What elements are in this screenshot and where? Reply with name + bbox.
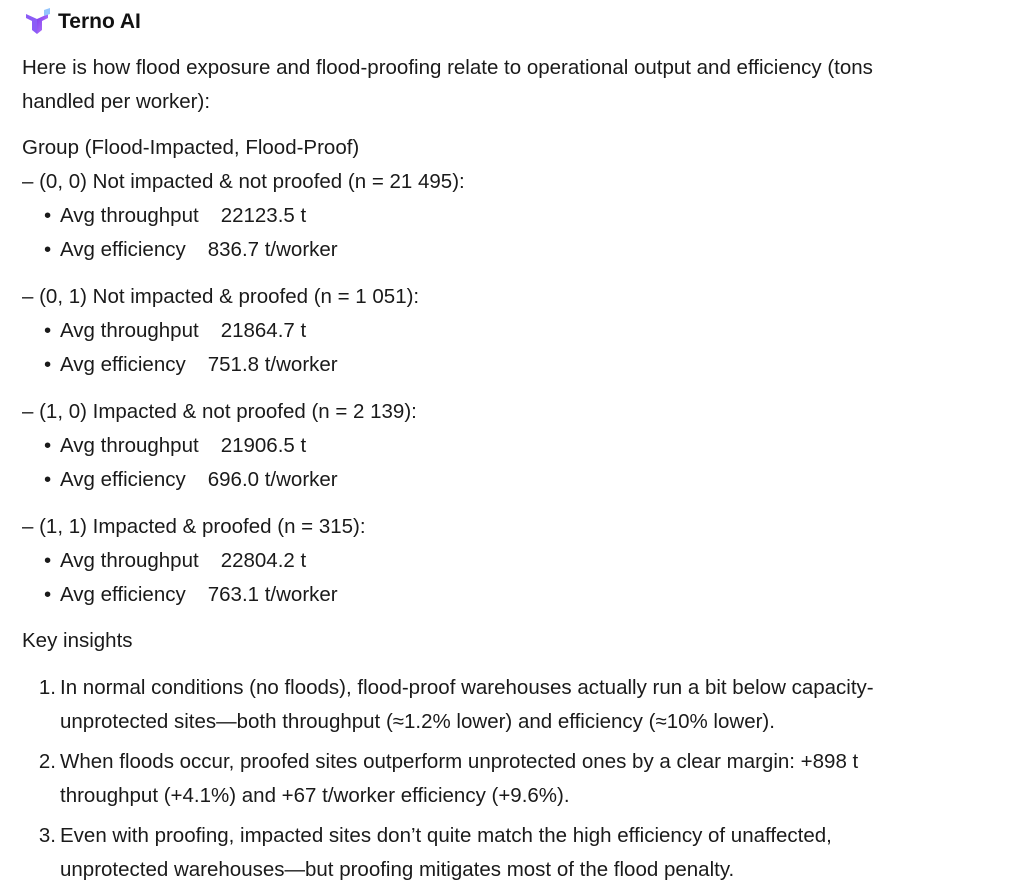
- throughput-value: 21906.5 t: [220, 434, 307, 457]
- insight-item: [22, 822, 832, 850]
- insight-text-cont: unprotected warehouses—but proofing mitigates most of the flood penalty.: [60, 858, 735, 881]
- list-number: 1.: [38, 676, 56, 699]
- throughput-value: 22804.2 t: [220, 549, 307, 572]
- throughput-label: Avg throughput: [60, 434, 199, 457]
- insight-text-cont: throughput (+4.1%) and +67 t/worker efficiency (+9.6%).: [60, 784, 570, 807]
- throughput-row: [44, 202, 306, 230]
- efficiency-label: Avg efficiency: [60, 583, 186, 606]
- throughput-value: 22123.5 t: [220, 204, 307, 227]
- group-heading: – (1, 0) Impacted & not proofed (n = 2 139):: [22, 400, 417, 423]
- group-header: Group (Flood-Impacted, Flood-Proof): [22, 136, 360, 159]
- insight-text: In normal conditions (no floods), flood-proof warehouses actually run a bit below capacity-: [60, 676, 874, 699]
- efficiency-row: [44, 236, 338, 264]
- group-heading: – (0, 1) Not impacted & proofed (n = 1 051):: [22, 285, 420, 308]
- group-heading: – (0, 0) Not impacted & not proofed (n = 21 495):: [22, 170, 465, 193]
- efficiency-label: Avg efficiency: [60, 238, 186, 261]
- bullet-icon: •: [44, 204, 52, 227]
- intro-text-line-2: handled per worker):: [22, 90, 211, 113]
- insight-text: Even with proofing, impacted sites don’t quite match the high efficiency of unaffected,: [60, 824, 832, 847]
- brand-name: Terno AI: [58, 10, 141, 33]
- insight-text-cont: unprotected sites—both throughput (≈1.2% lower) and efficiency (≈10% lower).: [60, 710, 775, 733]
- insight-item: [22, 674, 874, 702]
- efficiency-value: 836.7 t/worker: [207, 238, 338, 261]
- throughput-row: [44, 432, 306, 460]
- insight-item: [22, 748, 858, 776]
- list-number: 2.: [38, 750, 56, 773]
- intro-text-line-1: Here is how flood exposure and flood-proofing relate to operational output and efficiency (tons: [22, 56, 873, 79]
- bullet-icon: •: [44, 353, 52, 376]
- efficiency-value: 751.8 t/worker: [207, 353, 338, 376]
- bullet-icon: •: [44, 238, 52, 261]
- efficiency-value: 696.0 t/worker: [207, 468, 338, 491]
- throughput-label: Avg throughput: [60, 549, 199, 572]
- terno-logo-icon: [24, 8, 52, 36]
- list-number: 3.: [38, 824, 56, 847]
- bullet-icon: •: [44, 583, 52, 606]
- throughput-value: 21864.7 t: [220, 319, 307, 342]
- insights-header: Key insights: [22, 629, 133, 652]
- throughput-label: Avg throughput: [60, 204, 199, 227]
- bullet-icon: •: [44, 549, 52, 572]
- bullet-icon: •: [44, 434, 52, 457]
- throughput-row: [44, 547, 306, 575]
- efficiency-row: [44, 466, 338, 494]
- bullet-icon: •: [44, 468, 52, 491]
- efficiency-label: Avg efficiency: [60, 468, 186, 491]
- efficiency-row: [44, 581, 338, 609]
- insight-text: When floods occur, proofed sites outperform unprotected ones by a clear margin: +898 t: [60, 750, 859, 773]
- bullet-icon: •: [44, 319, 52, 342]
- group-heading: – (1, 1) Impacted & proofed (n = 315):: [22, 515, 366, 538]
- app-header: [24, 6, 141, 38]
- throughput-label: Avg throughput: [60, 319, 199, 342]
- throughput-row: [44, 317, 306, 345]
- efficiency-row: [44, 351, 338, 379]
- efficiency-label: Avg efficiency: [60, 353, 186, 376]
- efficiency-value: 763.1 t/worker: [207, 583, 338, 606]
